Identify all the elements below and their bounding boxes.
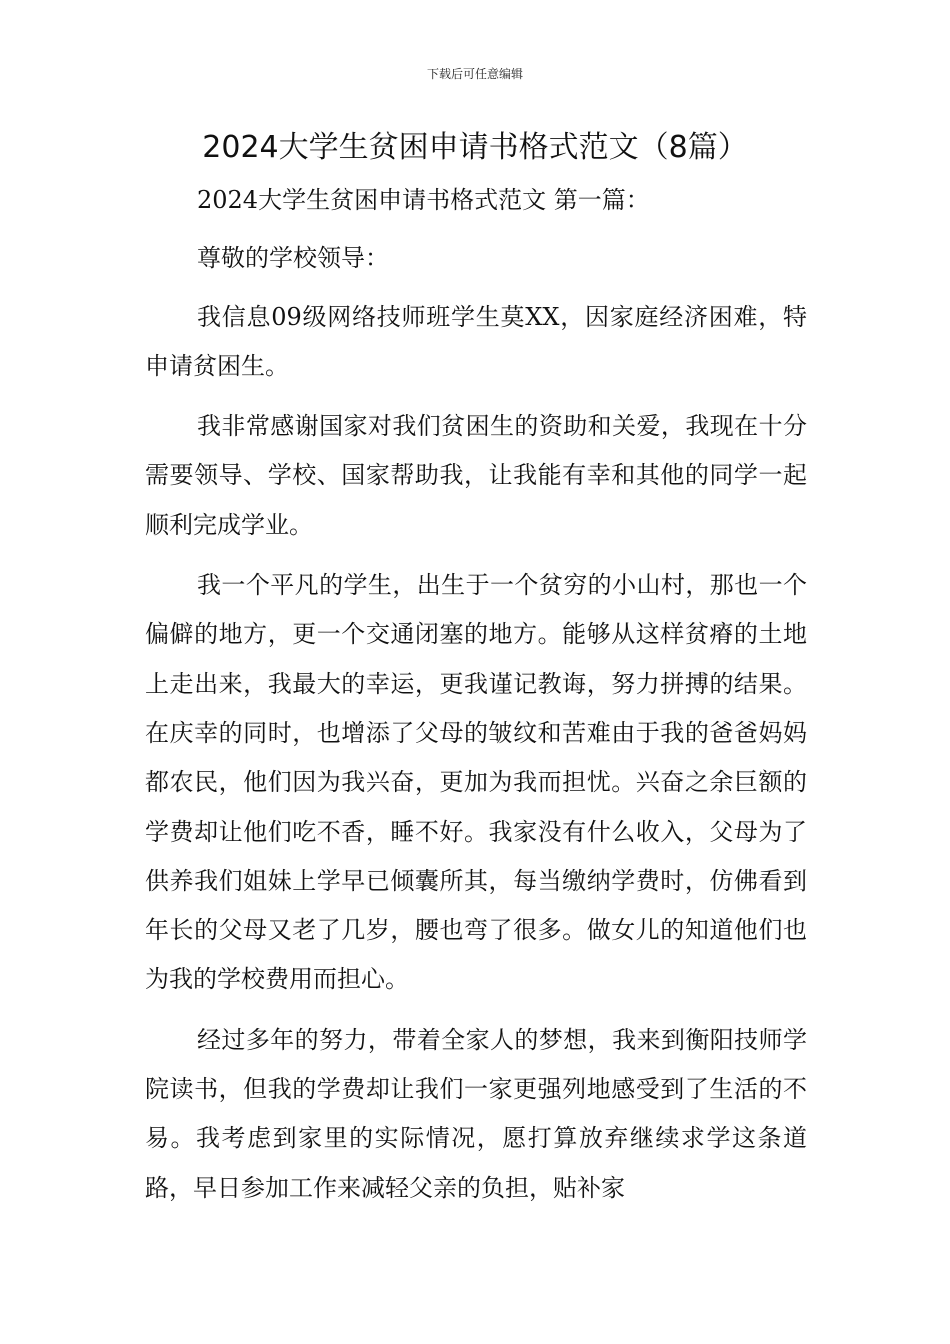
header-note: 下载后可任意编辑 — [426, 67, 523, 81]
paragraph-4: 经过多年的努力，带着全家人的梦想，我来到衡阳技师学院读书，但我的学费却让我们一家更强列地感受到了生活的不易。我考虑到家里的实际情况，愿打算放弃继续求学这条道路，早日参加工作来减轻父亲的负担，贴补家 — [145, 1025, 807, 1202]
section-subtitle: 2024大学生贫困申请书格式范文 第一篇： — [197, 186, 650, 214]
paragraph-3: 我一个平凡的学生，出生于一个贫穷的小山村，那也一个偏僻的地方，更一个交通闭塞的地方。能够从这样贫瘠的土地上走出来，我最大的幸运，更我谨记教诲，努力拼搏的结果。在庆幸的同时，也增添了父母的皱纹和苦难由于我的爸爸妈妈都农民，他们因为我兴奋，更加为我而担忧。兴奋之余巨额的学费却让他们吃不香，睡不好。我家没有什么收入，父母为了供养我们姐妹上学早已倾囊所其，每当缴纳学费时，仿佛看到年长的父母又老了几岁，腰也弯了很多。做女儿的知道他们也为我的学校费用而担心。 — [145, 571, 807, 994]
document-body — [145, 176, 807, 1213]
paragraph-2: 我非常感谢国家对我们贫困生的资助和关爱，我现在十分需要领导、学校、国家帮助我，让我能有幸和其他的同学一起顺利完成学业。 — [145, 412, 807, 539]
paragraph-1: 我信息09级网络技师班学生莫XX，因家庭经济困难，特申请贫困生。 — [145, 302, 807, 380]
salutation: 尊敬的学校领导： — [197, 244, 389, 273]
document-title: 2024大学生贫困申请书格式范文（8篇） — [202, 130, 748, 165]
